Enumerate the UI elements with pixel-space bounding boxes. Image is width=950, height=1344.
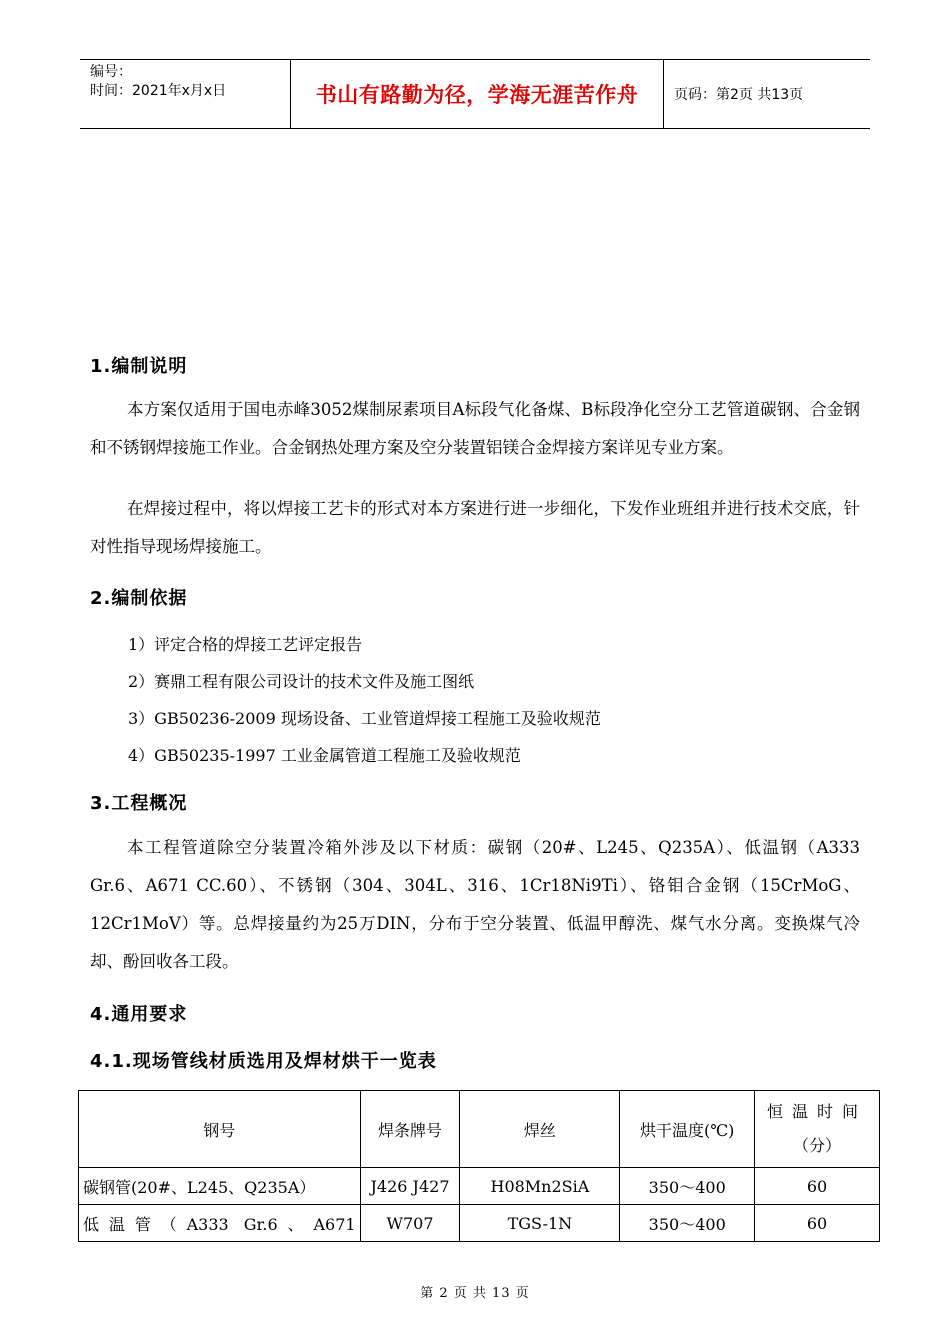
document-number: 编号： bbox=[90, 64, 132, 80]
header-electrode: 焊条牌号 bbox=[360, 1091, 460, 1168]
cell-hold-time: 60 bbox=[755, 1168, 880, 1205]
document-date: 时间：2021年x月x日 bbox=[90, 83, 227, 99]
header-wire: 焊丝 bbox=[460, 1091, 620, 1168]
header-hold-time-line2: （分） bbox=[793, 1136, 842, 1155]
header-steel: 钢号 bbox=[79, 1091, 361, 1168]
section-3-title: 3.工程概况 bbox=[90, 793, 188, 814]
section-4-title: 4.通用要求 bbox=[90, 1004, 188, 1025]
page-header bbox=[80, 59, 870, 129]
section-3-paragraph-1: 本工程管道除空分装置冷箱外涉及以下材质：碳钢（20#、L245、Q235A）、低温钢（A333 Gr.6、A671 CC.60）、不锈钢（304、304L、316、1Cr18Ni9Ti）、铬钼合金钢（15CrMoG、12Cr1MoV）等。总焊接量约为25万DIN，分布于空分装置、低温甲醇洗、煤气水分离。变换煤气冷却、酚回收各工段。 bbox=[90, 838, 860, 971]
header-hold-time bbox=[755, 1091, 880, 1168]
reference-item-3: 3）GB50236-2009 现场设备、工业管道焊接工程施工及验收规范 bbox=[128, 709, 601, 728]
header-hold-time-line1: 恒温时间 bbox=[767, 1102, 868, 1121]
section-1-paragraph-2: 在焊接过程中，将以焊接工艺卡的形式对本方案进行进一步细化，下发作业班组并进行技术交底，针对性指导现场焊接施工。 bbox=[90, 499, 860, 556]
section-2-title: 2.编制依据 bbox=[90, 588, 188, 609]
section-4-1-title: 4.1.现场管线材质选用及焊材烘干一览表 bbox=[90, 1051, 437, 1072]
cell-electrode: W707 bbox=[360, 1205, 460, 1242]
section-1-paragraph-1: 本方案仅适用于国电赤峰3052煤制尿素项目A标段气化备煤、B标段净化空分工艺管道碳钢、合金钢和不锈钢焊接施工作业。合金钢热处理方案及空分装置铝镁合金焊接方案详见专业方案。 bbox=[90, 400, 860, 457]
header-drying-temp: 烘干温度(℃) bbox=[620, 1091, 755, 1168]
header-meta bbox=[80, 60, 291, 128]
cell-wire: H08Mn2SiA bbox=[460, 1168, 620, 1205]
reference-item-1: 1）评定合格的焊接工艺评定报告 bbox=[128, 635, 363, 654]
cell-steel: 低温管（A333 Gr.6、A671 bbox=[79, 1205, 361, 1242]
cell-electrode: J426 J427 bbox=[360, 1168, 460, 1205]
cell-steel: 碳钢管(20#、L245、Q235A） bbox=[79, 1168, 361, 1205]
cell-drying-temp: 350～400 bbox=[620, 1205, 755, 1242]
page-footer: 第 2 页 共 13 页 bbox=[420, 1286, 530, 1301]
cell-hold-time: 60 bbox=[755, 1205, 880, 1242]
header-page-number: 页码：第2页 共13页 bbox=[674, 87, 804, 103]
table-row bbox=[79, 1205, 880, 1242]
reference-item-2: 2）赛鼎工程有限公司设计的技术文件及施工图纸 bbox=[128, 672, 475, 691]
cell-wire: TGS-1N bbox=[460, 1205, 620, 1242]
section-1-title: 1.编制说明 bbox=[90, 356, 188, 377]
reference-item-4: 4）GB50235-1997 工业金属管道工程施工及验收规范 bbox=[128, 746, 521, 765]
cell-drying-temp: 350～400 bbox=[620, 1168, 755, 1205]
material-drying-table bbox=[78, 1090, 880, 1242]
header-motto: 书山有路勤为径，学海无涯苦作舟 bbox=[291, 60, 664, 128]
table-row bbox=[79, 1168, 880, 1205]
table-header-row bbox=[79, 1091, 880, 1168]
